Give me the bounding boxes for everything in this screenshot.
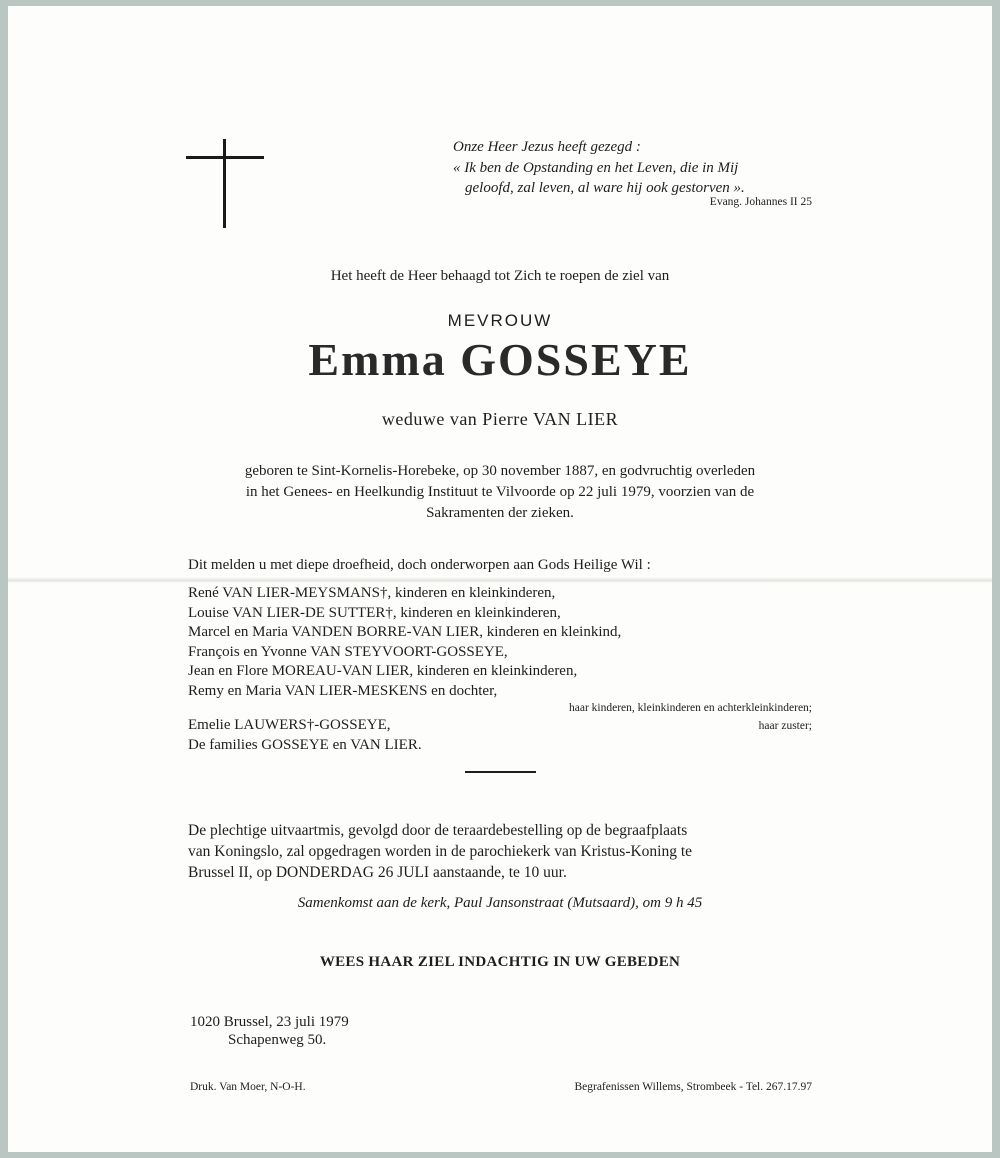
widow-line: weduwe van Pierre VAN LIER: [381, 409, 619, 429]
family-member: Remy en Maria VAN LIER-MESKENS en dochter,: [188, 682, 498, 699]
family-member: Marcel en Maria VANDEN BORRE-VAN LIER, kinderen en kleinkind,: [188, 624, 622, 640]
place-date: 1020 Brussel, 23 juli 1979: [190, 1014, 349, 1030]
born-line-2: in het Genees- en Heelkundig Instituut te Vilvoorde op 22 juli 1979, voorzien van de: [245, 484, 755, 500]
family-list: [188, 584, 812, 755]
quote-source: Evang. Johannes II 25: [709, 196, 812, 208]
children-note: haar kinderen, kleinkinderen en achterkleinkinderen;: [569, 702, 812, 714]
cross-icon-bar: [186, 156, 264, 159]
divider: [465, 771, 536, 773]
family-member: François en Yvonne VAN STEYVOORT-GOSSEYE,: [188, 643, 508, 660]
quote-line-3: geloofd, zal leven, al ware hij ook gestorven ».: [465, 180, 745, 196]
funeral-details: [188, 820, 812, 883]
street-address: Schapenweg 50.: [228, 1032, 327, 1048]
salutation: MEVROUW: [447, 311, 553, 330]
undertaker-credit: Begrafenissen Willems, Strombeek - Tel. 267.17.97: [574, 1081, 812, 1093]
birth-death-details: [188, 461, 812, 524]
sister-name: Emelie LAUWERS†-GOSSEYE,: [188, 717, 391, 733]
cross-icon: [223, 139, 226, 228]
family-member: René VAN LIER-MEYSMANS†, kinderen en kleinkinderen,: [188, 585, 556, 601]
prayer-request: WEES HAAR ZIEL INDACHTIG IN UW GEBEDEN: [319, 954, 681, 970]
deceased-name: Emma GOSSEYE: [308, 334, 692, 385]
born-line-3: Sakramenten der zieken.: [426, 505, 574, 521]
families-line: De families GOSSEYE en VAN LIER.: [188, 736, 422, 753]
notice-text: Dit melden u met diepe droefheid, doch onderworpen aan Gods Heilige Wil :: [188, 557, 651, 573]
fold-line: [8, 577, 992, 583]
bible-quote: [453, 137, 813, 199]
intro-text: Het heeft de Heer behaagd tot Zich te roepen de ziel van: [330, 268, 670, 284]
funeral-line-3: Brussel II, op DONDERDAG 26 JULI aanstaande, te 10 uur.: [188, 864, 567, 881]
family-member: Jean en Flore MOREAU-VAN LIER, kinderen en kleinkinderen,: [188, 663, 578, 679]
born-line-1: geboren te Sint-Kornelis-Horebeke, op 30 november 1887, en godvruchtig overleden: [244, 463, 756, 479]
meeting-info: Samenkomst aan de kerk, Paul Jansonstraat (Mutsaard), om 9 h 45: [297, 895, 703, 911]
family-member: Louise VAN LIER-DE SUTTER†, kinderen en kleinkinderen,: [188, 604, 561, 621]
funeral-line-1: De plechtige uitvaartmis, gevolgd door de teraardebestelling op de begraafplaats: [188, 822, 688, 839]
quote-line-2: « Ik ben de Opstanding en het Leven, die in Mij: [453, 159, 739, 176]
sister-row: [188, 716, 812, 736]
printer-credit: Druk. Van Moer, N-O-H.: [190, 1081, 306, 1093]
funeral-line-2: van Koningslo, zal opgedragen worden in de parochiekerk van Kristus-Koning te: [188, 843, 693, 860]
quote-line-1: Onze Heer Jezus heeft gezegd :: [453, 139, 641, 155]
sister-note: haar zuster;: [758, 720, 812, 732]
